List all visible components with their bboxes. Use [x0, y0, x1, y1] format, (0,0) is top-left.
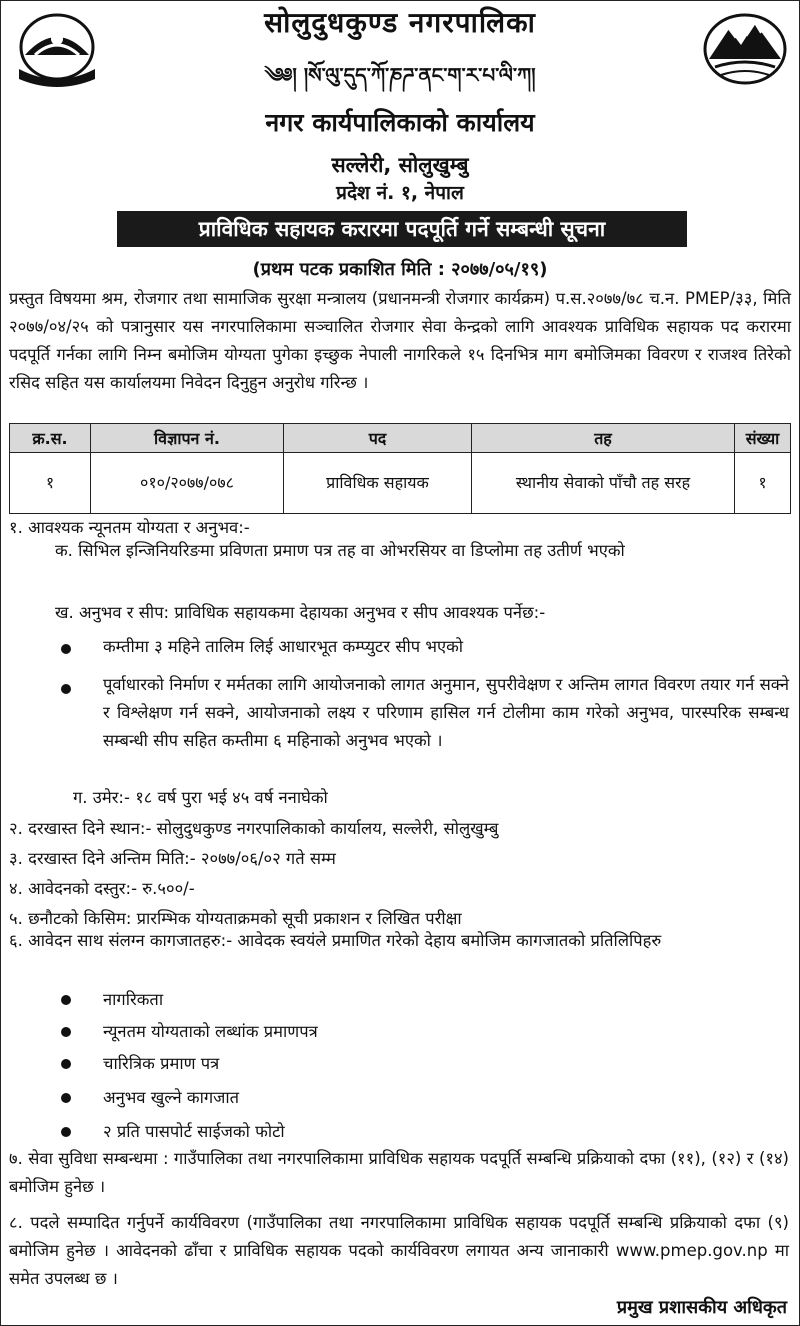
document-item: चारित्रिक प्रमाण पत्र: [103, 1054, 220, 1073]
bullet-icon: [61, 1059, 71, 1069]
qualification-kha: ख. अनुभव र सीप: प्राविधिक सहायकमा देहायका अनुभव र सीप आवश्यक पर्नेछ:-: [55, 603, 546, 622]
tibetan-municipality-name: ༄༅། །སོ་ལུ་དུད་ཀོ་ཎཌ་ནང་ག་ར་པ་ལི་ཀ།: [264, 63, 536, 87]
bullet-icon: [61, 1093, 71, 1103]
province-name: प्रदेश नं. १, नेपाल: [336, 182, 464, 204]
qualification-ka: क. सिभिल इन्जिनियरिङमा प्रविणता प्रमाण पत्र तह वा ओभरसियर वा डिप्लोमा तह उतीर्ण भएको: [55, 541, 625, 560]
qualification-ga: ग. उमेर:- १८ वर्ष पुरा भई ४५ वर्ष ननाघेको: [73, 788, 328, 807]
section-8: ८. पदले सम्पादित गर्नुपर्ने कार्यविवरण (गाउँपालिका तथा नगरपालिकामा प्राविधिक सहायक पदपूर्ति सम्बन्धि प्रक्रियाको दफा (९) बमोजिम हुनेछ । आवेदनको ढाँचा र प्राविधिक सहायक पदको कार्यविवरण लगायत अन्य जानाकारी www.pmep.gov.np मा समेत उपलब्ध छ ।: [9, 1213, 789, 1288]
section-7: ७. सेवा सुविधा सम्बन्धमा : गाउँपालिका तथा नगरपालिकामा प्राविधिक सहायक पदपूर्ति सम्बन्धि प्रक्रियाको दफा (११), (१२) र (१४) बमोजिम हुनेछ ।: [9, 1149, 789, 1196]
table-row: [10, 453, 791, 514]
notice-title-banner: प्राविधिक सहायक करारमा पदपूर्ति गर्ने सम्बन्धी सूचना: [117, 211, 687, 247]
bullet-icon: [61, 995, 71, 1005]
section-4: ४. आवेदनको दस्तुर:- रु.५००/-: [9, 879, 195, 898]
document-item: अनुभव खुल्ने कागजात: [103, 1088, 240, 1107]
signatory-title: प्रमुख प्रशासकीय अधिकृत: [616, 1297, 787, 1318]
experience-bullet-1: कम्तीमा ३ महिने तालिम लिई आधारभूत कम्प्युटर सीप भएको: [103, 637, 464, 656]
municipality-logo-icon: [701, 9, 789, 87]
nepal-emblem-icon: [13, 9, 101, 87]
section-2: २. दरखास्त दिने स्थान:- सोलुदुधकुण्ड नगरपालिकाको कार्यालय, सल्लेरी, सोलुखुम्बु: [9, 819, 499, 838]
table-cell: स्थानीय सेवाको पाँचौ तह सरह: [472, 453, 735, 514]
bullet-icon: [61, 644, 71, 654]
section-1-heading: १. आवश्यक न्यूनतम योग्यता र अनुभव:-: [9, 518, 250, 537]
column-header: क्र.स.: [10, 424, 91, 453]
section-5: ५. छनौटको किसिम: प्रारम्भिक योग्यताक्रमको सूची प्रकाशन र लिखित परीक्षा: [9, 909, 462, 928]
table-cell: १: [10, 453, 91, 514]
vacancy-table: [9, 423, 791, 514]
column-header: संख्या: [735, 424, 791, 453]
column-header: विज्ञापन नं.: [91, 424, 284, 453]
table-cell: प्राविधिक सहायक: [284, 453, 472, 514]
column-header: तह: [472, 424, 735, 453]
office-location: सल्लेरी, सोलुखुम्बु: [331, 153, 469, 177]
section-6: ६. आवेदन साथ संलग्न कागजातहरु:- आवेदक स्वयंले प्रमाणित गरेको देहाय बमोजिम कागजातको प्रतिलिपिहरु: [9, 931, 662, 950]
table-header-row: [10, 424, 791, 453]
bullet-icon: [61, 1127, 71, 1137]
bullet-icon: [61, 684, 71, 694]
table-cell: १: [735, 453, 791, 514]
office-name: नगर कार्यपालिकाको कार्यालय: [265, 108, 535, 137]
table-cell: ०१०/२०७७/०७८: [91, 453, 284, 514]
document-item: न्यूनतम योग्यताको लब्धांक प्रमाणपत्र: [103, 1022, 318, 1041]
section-3: ३. दरखास्त दिने अन्तिम मिति:- २०७७/०६/०२ गते सम्म: [9, 849, 336, 868]
published-date: (प्रथम पटक प्रकाशित मिति : २०७७/०५/१९): [252, 259, 548, 280]
document-item: २ प्रति पासपोर्ट साईजको फोटो: [103, 1122, 285, 1141]
bullet-icon: [61, 1027, 71, 1037]
experience-bullet-2: पूर्वाधारको निर्माण र मर्मतका लागि आयोजनाको लागत अनुमान, सुपरीवेक्षण र अन्तिम लागत विवरण तयार गर्न सक्ने र विश्लेक्षण गर्न सक्ने, आयोजनाको लक्ष्य र परिणाम हासिल गर्न टोलीमा काम गरेको अनुभव, पारस्परिक सम्बन्ध सम्बन्धी सीप सहित कम्तीमा ६ महिनाको अनुभव भएको ।: [103, 675, 789, 750]
municipality-name: सोलुदुधकुण्ड नगरपालिका: [264, 6, 536, 39]
intro-paragraph: प्रस्तुत विषयमा श्रम, रोजगार तथा सामाजिक सुरक्षा मन्त्रालय (प्रधानमन्त्री रोजगार कार्यक्रम) प.स.२०७७/७८ च.न. PMEP/३३, मिति २०७७/०४/२५ को पत्रानुसार यस नगरपालिकामा सञ्चालित रोजगार सेवा केन्द्रको लागि आवश्यक प्राविधिक सहायक पद करारमा पदपूर्ति गर्नका लागि निम्न बमोजिम योग्यता पुगेका इच्छुक नेपाली नागरिकले १५ दिनभित्र माग बमोजिमका विवरण र राजश्व तिरेको रसिद सहित यस कार्यालयमा निवेदन दिनुहुन अनुरोध गरिन्छ ।: [9, 289, 791, 392]
column-header: पद: [284, 424, 472, 453]
document-item: नागरिकता: [103, 990, 164, 1009]
